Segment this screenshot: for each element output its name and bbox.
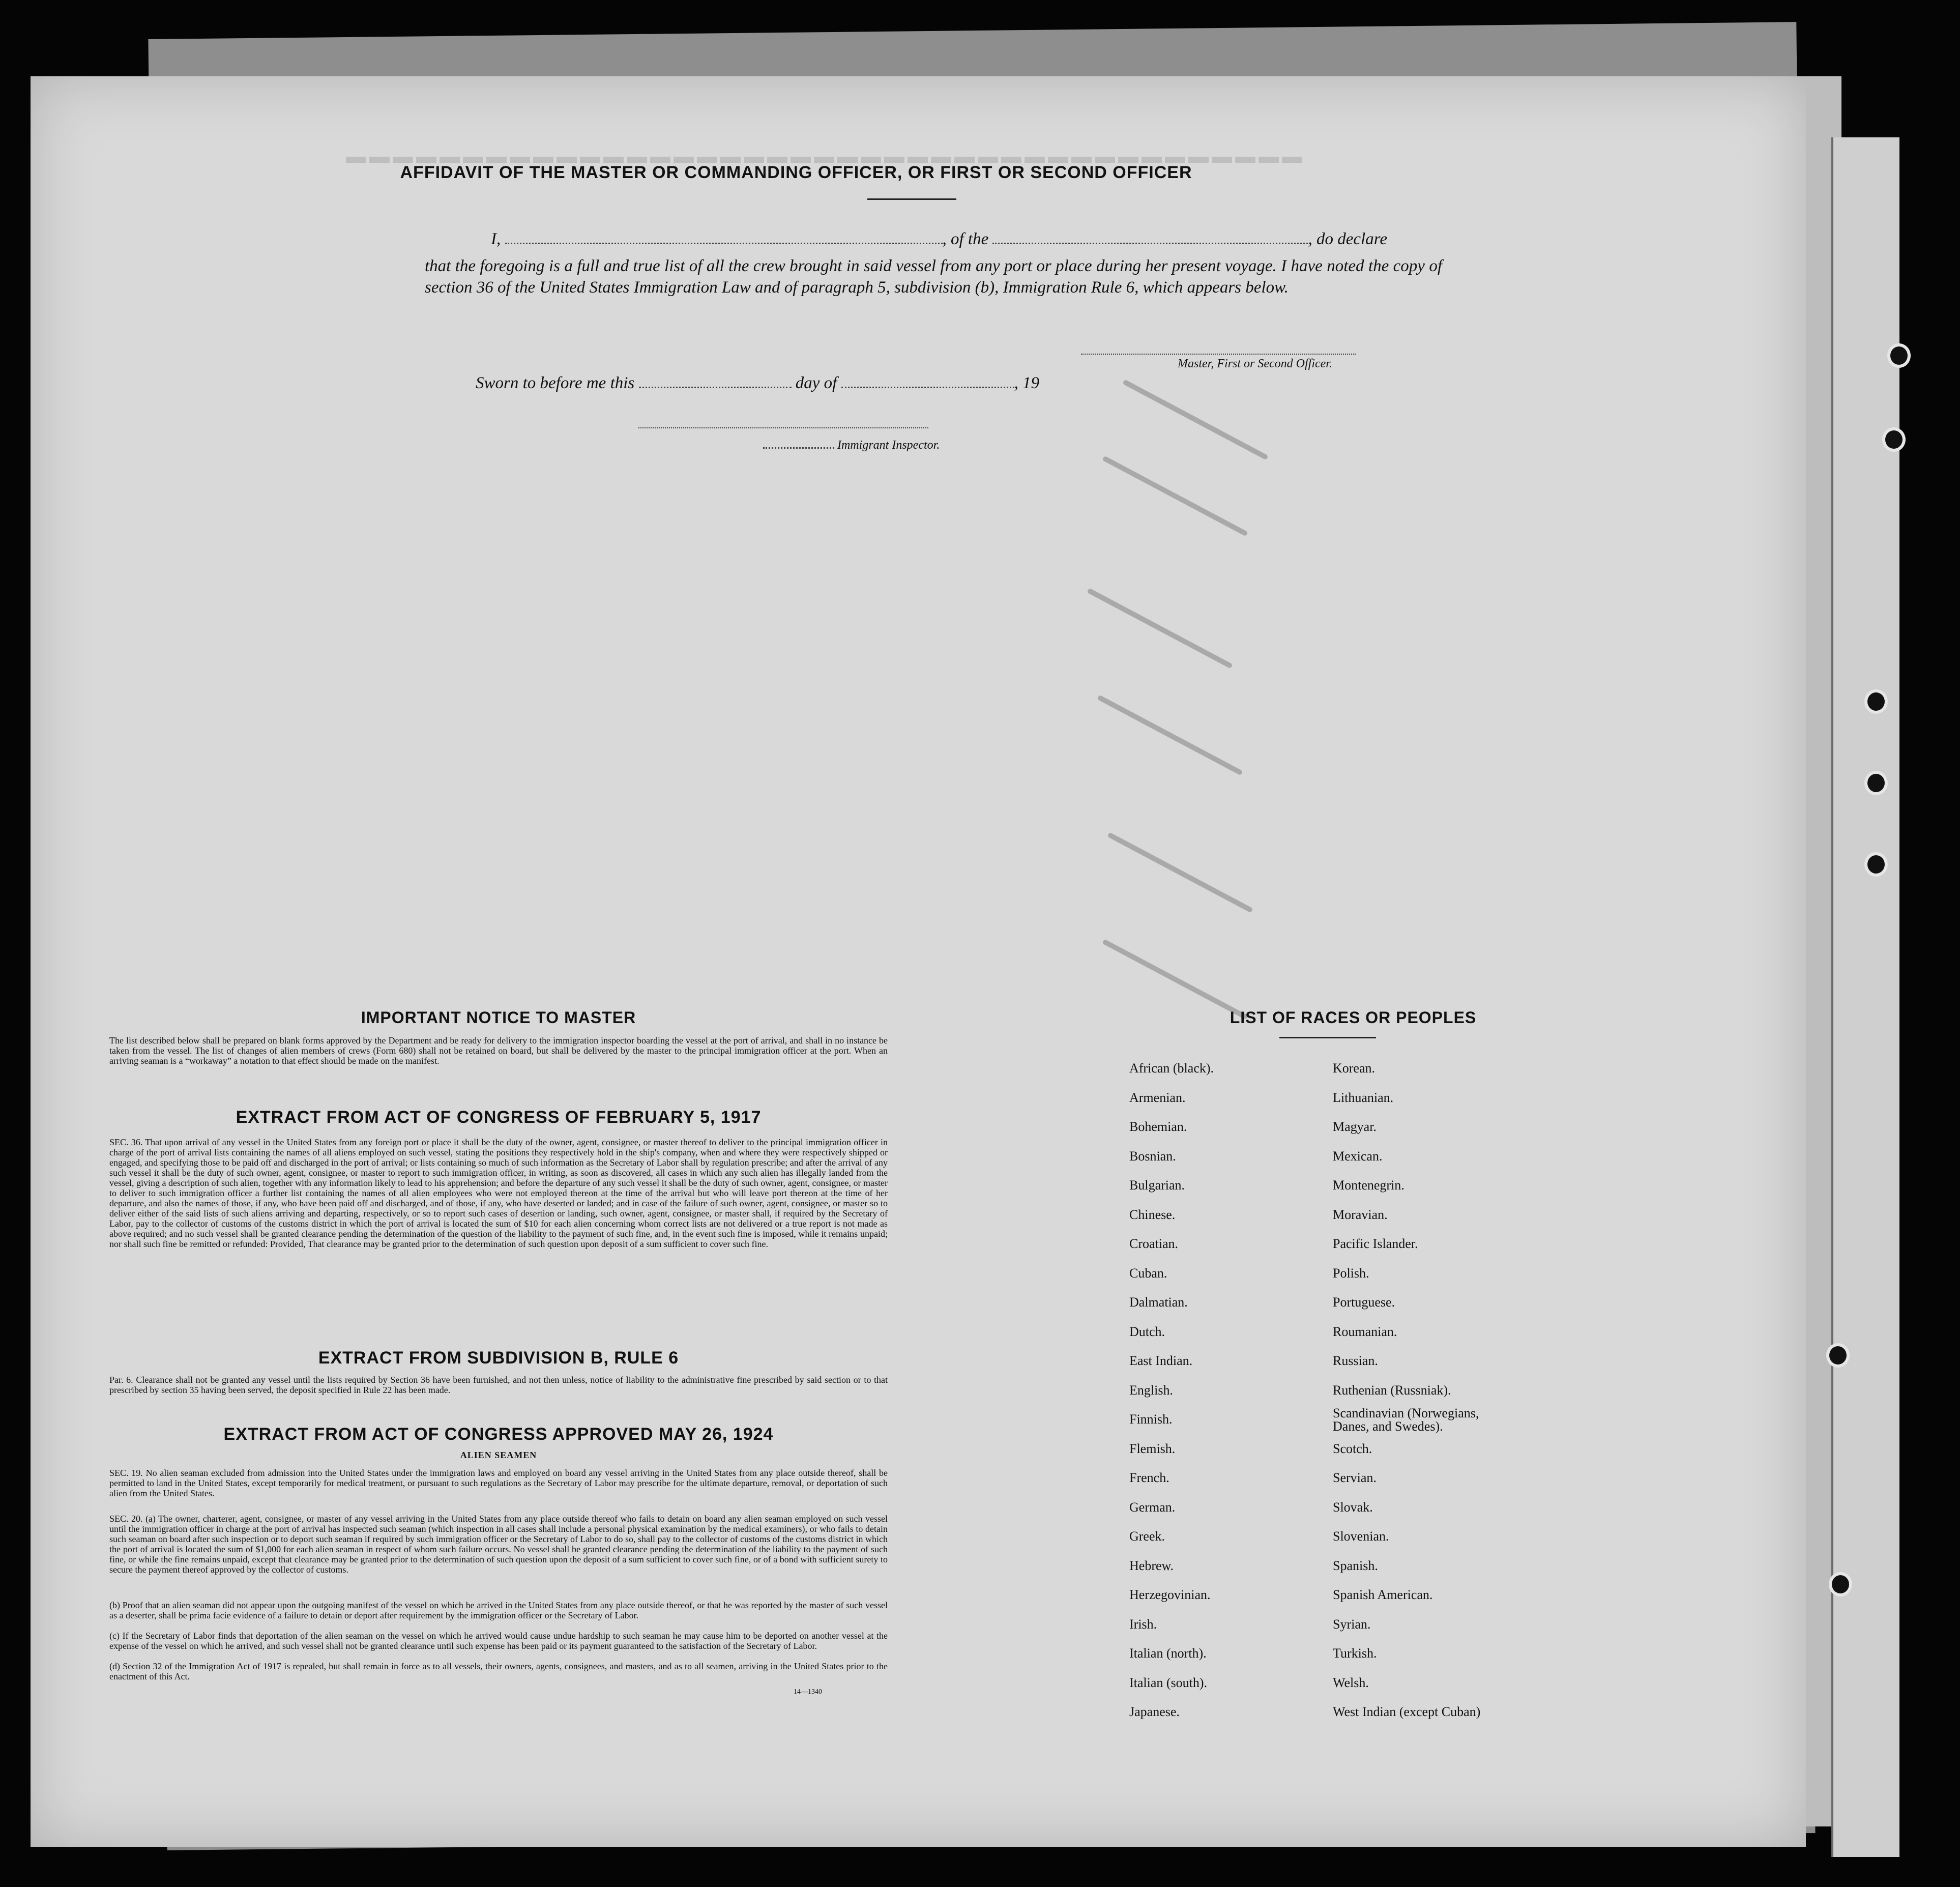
day-of-text: day of: [795, 374, 837, 392]
race-item: Slovak.: [1333, 1499, 1373, 1515]
affidavit-declaration-line: [491, 230, 1442, 249]
race-item: Korean.: [1333, 1061, 1376, 1076]
race-item: Magyar.: [1333, 1119, 1377, 1134]
punch-hole: [1864, 771, 1888, 795]
race-item: Syrian.: [1333, 1616, 1371, 1632]
race-item: Mexican.: [1333, 1148, 1383, 1164]
bleed-through-text: ▬▬▬▬▬▬▬▬▬▬▬▬▬▬▬▬▬▬▬▬▬▬▬▬▬▬▬▬▬▬▬▬▬▬▬▬▬▬▬▬▬: [346, 145, 1305, 167]
back-sheet-right: [1831, 137, 1899, 1857]
inspector-signature-line: [638, 427, 928, 428]
extract-1917-title: EXTRACT FROM ACT OF CONGRESS OF FEBRUARY 5, 1917: [236, 1108, 762, 1127]
sworn-line: [476, 374, 1137, 393]
race-item: African (black).: [1129, 1061, 1214, 1076]
race-item: Ruthenian (Russniak).: [1333, 1382, 1451, 1398]
smudge-mark: [1107, 832, 1253, 913]
punch-hole: [1864, 852, 1888, 877]
race-item: Spanish.: [1333, 1558, 1378, 1573]
manifest-page: [31, 76, 1806, 1847]
rule6-body: Par. 6. Clearance shall not be granted any vessel until the lists required by Section 36 have been furnished, and not then unless, notice of liability to the administrative fine prescribed by said section or to that prescribed by section 35 having been served, the deposit specified in Rule 22 has been made.: [109, 1375, 888, 1395]
month-blank: [841, 374, 1014, 388]
punch-hole: [1864, 689, 1888, 714]
race-item: Roumanian.: [1333, 1324, 1397, 1339]
extract-1924-sec20b: (b) Proof that an alien seaman did not appear upon the outgoing manifest of the vessel on which he arrived in the United States from any place outside thereof, or that he was reported by the master of such vessel as a deserter, shall be prima facie evidence of a failure to detain or deport after requirement by the immigration officer or the Secretary of Labor.: [109, 1600, 888, 1620]
race-item: Japanese.: [1129, 1704, 1180, 1719]
race-item: Pacific Islander.: [1333, 1236, 1418, 1251]
master-signature-line: [1081, 354, 1356, 355]
pencil-signature: ​: [893, 1669, 898, 1714]
race-item: Irish.: [1129, 1616, 1157, 1632]
punch-hole: [1826, 1343, 1850, 1368]
race-item: Montenegrin.: [1333, 1178, 1405, 1193]
sworn-text: Sworn to before me this: [476, 374, 635, 392]
race-item: Italian (north).: [1129, 1646, 1207, 1661]
vessel-blank: [992, 230, 1308, 244]
form-number: 14—1340: [794, 1688, 822, 1696]
master-label: Master, First or Second Officer.: [1178, 357, 1332, 370]
smudge-mark: [1087, 588, 1233, 669]
smudge-mark: [1097, 694, 1243, 775]
race-item: Servian.: [1333, 1470, 1377, 1485]
race-item: Croatian.: [1129, 1236, 1179, 1251]
race-item: Bohemian.: [1129, 1119, 1187, 1134]
race-item: Scandinavian (Norwegians, Danes, and Swedes).: [1333, 1406, 1479, 1434]
smudge-mark: [1122, 379, 1268, 460]
race-item: English.: [1129, 1382, 1173, 1398]
rule6-title: EXTRACT FROM SUBDIVISION B, RULE 6: [318, 1348, 679, 1368]
race-item: East Indian.: [1129, 1353, 1193, 1368]
race-item: Finnish.: [1129, 1412, 1173, 1427]
race-item: Herzegovinian.: [1129, 1587, 1211, 1602]
extract-1917-body: SEC. 36. That upon arrival of any vessel in the United States from any foreign port or place it shall be the duty of the owner, agent, consignee, or master thereof to deliver to the principal immigration officer in charge of the port of arrival lists containing the names of all aliens employed on such vessel, stating the positions they respectively hold in the ship's company, when and where they were respectively shipped or engaged, and specifying those to be paid off and discharged in the port of arrival; or lists containing so much of such information as the Secretary of Labor shall by regulation prescribe; and after the arrival of any such vessel it shall be the duty of such owner, agent, consignee, or master to report to such immigration officer, in writing, as soon as discovered, all cases in which any such alien has illegally landed from the vessel, giving a description of such alien, together with any information likely to lead to his apprehension; and before the departure of any such vessel it shall be the duty of such owner, agent, consignee, or master to deliver to such immigration officer a further list containing the names of all alien employees who were not employed thereon at the time of the arrival but who will leave port thereon at the time of her departure, and also the names of those, if any, who have been paid off and discharged, and of those, if any, who have deserted or landed; and in case of the failure of such owner, agent, consignee, or master so to deliver either of the said lists of such aliens arriving and departing, respectively, or so to report such cases of desertion or landing, such owner, agent, consignee, or master shall, if required by the Secretary of Labor, pay to the collector of customs of the customs district in which the port of arrival is located the sum of $10 for each alien concerning whom correct lists are not delivered or a true report is not made as above required; and no such vessel shall be granted clearance pending the determination of the question of the liability to the payment of such fine, and, in the event such fine is imposed, while it remains unpaid; nor shall such fine be remitted or refunded: Provided, That clearance may be granted prior to the determination of such question upon deposit of a sum sufficient to cover such fine.: [109, 1137, 888, 1249]
title-rule: [867, 198, 956, 200]
race-item: West Indian (except Cuban): [1333, 1704, 1481, 1719]
race-item: Welsh.: [1333, 1675, 1369, 1690]
extract-1924-sec20c: (c) If the Secretary of Labor finds that deportation of the alien seaman on the vessel on which he arrived would cause undue hardship to such seaman he may cause him to be deported on another vessel at the expense of the vessel on which he arrived, and such vessel shall not be granted clearance until such expense has been paid or its payment guaranteed to the satisfaction of the Secretary of Labor.: [109, 1631, 888, 1651]
race-item: German.: [1129, 1499, 1176, 1515]
race-item: Italian (south).: [1129, 1675, 1208, 1690]
punch-hole: [1887, 343, 1911, 368]
race-item: Spanish American.: [1333, 1587, 1433, 1602]
smudge-mark: [1102, 939, 1248, 1020]
affidavit-of-the: , of the: [942, 230, 989, 248]
race-item: Hebrew.: [1129, 1558, 1174, 1573]
day-blank: [639, 374, 792, 388]
smudge-mark: [1102, 455, 1248, 536]
extract-1924-sec20: SEC. 20. (a) The owner, charterer, agent, consignee, or master of any vessel arriving in the United States from any place outside thereof who fails to detain on board any alien seaman employed on such vessel until the immigration officer in charge at the port of arrival has inspected such seaman (which inspection in all cases shall include a personal physical examination by the medical examiners), or who fails to detain such seaman on board after such inspection or to deport such seaman if required by such immigration officer or the Secretary of Labor to do so, shall pay to the collector of customs of the customs district in which the port of arrival is located the sum of $1,000 for each alien seaman in respect of whom such failure occurs. No vessel shall be granted clearance pending the determination of the liability to the payment of such fine, or while the fine remains unpaid, except that clearance may be granted prior to the determination of such question upon the deposit of a sum sufficient to cover such fine, or of a bond with sufficient surety to secure the payment thereof approved by the collector of customs.: [109, 1514, 888, 1575]
race-item: French.: [1129, 1470, 1169, 1485]
race-item: Bulgarian.: [1129, 1178, 1185, 1193]
extract-1924-sec20d: (d) Section 32 of the Immigration Act of 1917 is repealed, but shall remain in force as to all vessels, their owners, agents, consignees, and masters, and as to all seamen, arriving in the United States prior to the enactment of this Act.: [109, 1661, 888, 1681]
race-item: Portuguese.: [1333, 1295, 1395, 1310]
affidavit-body: that the foregoing is a full and true list of all the crew brought in said vessel from any port or place during her present voyage. I have noted the copy of section 36 of the United States Immigration Law and of paragraph 5, subdivision (b), Immigration Rule 6, which appears below.: [425, 257, 1442, 297]
affidavit-do-declare: , do declare: [1308, 230, 1387, 248]
affidavit-title: AFFIDAVIT OF THE MASTER OR COMMANDING OFFICER, OR FIRST OR SECOND OFFICER: [400, 163, 1192, 182]
punch-hole: [1882, 427, 1906, 452]
extract-1924-title: EXTRACT FROM ACT OF CONGRESS APPROVED MAY 26, 1924: [223, 1425, 774, 1444]
race-item: Slovenian.: [1333, 1529, 1389, 1544]
alien-seamen-subtitle: ALIEN SEAMEN: [460, 1450, 537, 1460]
extract-1924-sec19: SEC. 19. No alien seaman excluded from admission into the United States under the immigration laws and employed on board any vessel arriving in the United States from any place outside thereof, shall be permitted to land in the United States, except temporarily for medical treatment, or pursuant to such regulations as the Secretary of Labor may prescribe for the ultimate departure, removal, or deportation of such alien from the United States.: [109, 1468, 888, 1498]
race-item: Flemish.: [1129, 1441, 1176, 1456]
affidavit-i: I,: [491, 230, 501, 248]
inspector-label-text: Immigrant Inspector.: [837, 439, 940, 452]
race-item: Cuban.: [1129, 1265, 1167, 1281]
race-item: Dutch.: [1129, 1324, 1165, 1339]
name-blank: [505, 230, 943, 244]
race-item: Scotch.: [1333, 1441, 1372, 1456]
notice-body: The list described below shall be prepared on blank forms approved by the Department and be ready for delivery to the immigration inspector boarding the vessel at the port of arrival, and shall in no instance be taken from the vessel. The list of changes of alien members of crews (Form 680) shall not be retained on board, but shall be delivered by the master to the principal immigration officer at the port. When an arriving seaman is a “workaway” a notation to that effect should be made on the manifest.: [109, 1035, 888, 1066]
race-item: Russian.: [1333, 1353, 1378, 1368]
race-item: Moravian.: [1333, 1207, 1388, 1222]
inspector-label: [763, 439, 940, 452]
races-title-rule: [1279, 1037, 1376, 1038]
race-item: Dalmatian.: [1129, 1295, 1188, 1310]
races-title: LIST OF RACES OR PEOPLES: [1230, 1008, 1477, 1027]
race-item: Greek.: [1129, 1529, 1165, 1544]
race-item: Turkish.: [1333, 1646, 1377, 1661]
race-item: Armenian.: [1129, 1090, 1186, 1105]
year-text: , 19: [1014, 374, 1040, 392]
punch-hole: [1829, 1572, 1852, 1596]
race-item: Polish.: [1333, 1265, 1369, 1281]
inspector-blank: [763, 440, 834, 449]
notice-title: IMPORTANT NOTICE TO MASTER: [361, 1008, 636, 1027]
race-item: Lithuanian.: [1333, 1090, 1394, 1105]
race-item: Chinese.: [1129, 1207, 1176, 1222]
race-item: Bosnian.: [1129, 1148, 1176, 1164]
